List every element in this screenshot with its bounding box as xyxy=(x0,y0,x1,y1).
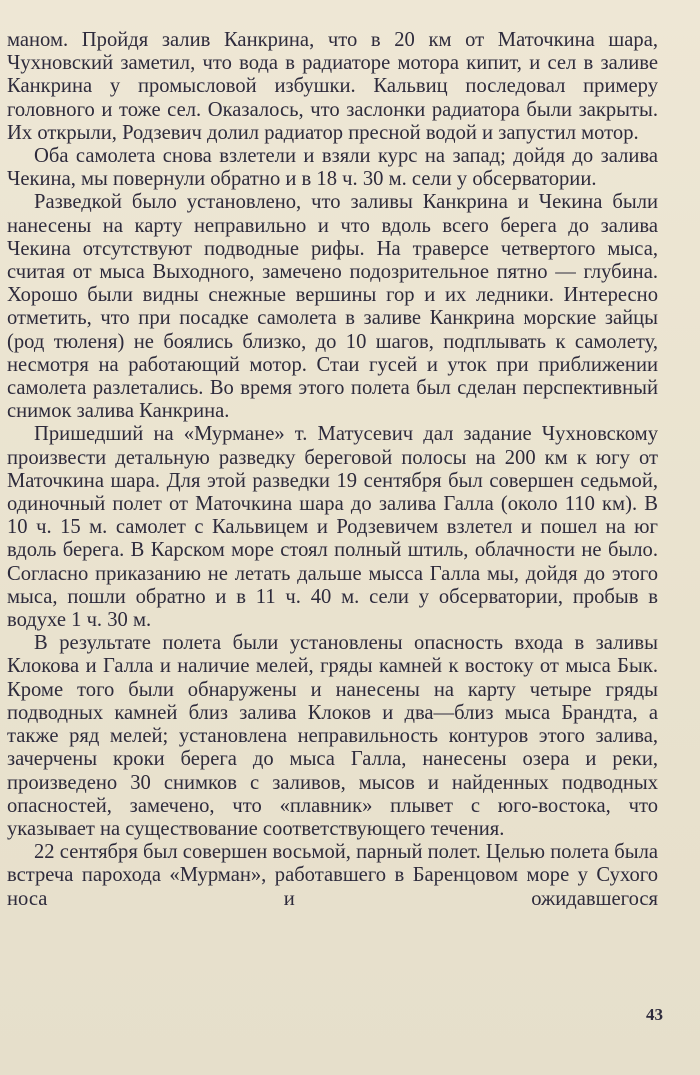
paragraph-5: В результате полета были установлены опасность входа в заливы Клокова и Галла и наличие мелей, гряды камней к востоку от мыса Бык. Кроме того были обнаружены и нанесены на карту четыре гряды подводных камней близ залива Клоков и два—близ мыса Брандта, а также ряд мелей; установлена неправильность контуров этого залива, зачерчены кроки берега до мыса Галла, нанесены озера и реки, произведено 30 снимков с заливов, мысов и найденных подводных опасностей, замечено, что «плавник» плывет с юго-востока, что указывает на существование соответствующего течения. xyxy=(7,632,658,840)
body-text xyxy=(7,29,658,911)
paragraph-3: Разведкой было установлено, что заливы Канкрина и Чекина были нанесены на карту неправильно и что вдоль всего берега до залива Чекина отсутствуют подводные рифы. На траверсе четвертого мыса, считая от мыса Выходного, замечено подозрительное пятно — глубина. Хорошо были видны снежные вершины гор и их ледники. Интересно отметить, что при посадке самолета в заливе Канкрина морские зайцы (род тюленя) не боялись близко, до 10 шагов, подплывать к самолету, несмотря на работающий мотор. Стаи гусей и уток при приближении самолета разлетались. Во время этого полета был сделан перспективный снимок залива Канкрина. xyxy=(7,191,658,423)
paragraph-4: Пришедший на «Мурмане» т. Матусевич дал задание Чухновскому произвести детальную разведку береговой полосы на 200 км к югу от Маточкина шара. Для этой разведки 19 сентября был совершен седьмой, одиночный полет от Маточкина шара до залива Галла (около 110 км). В 10 ч. 15 м. самолет с Кальвицем и Родзевичем взлетел и пошел на юг вдоль берега. В Карском море стоял полный штиль, облачности не было. Согласно приказанию не летать дальше мысса Галла мы, дойдя до этого мыса, пошли обратно и в 11 ч. 40 м. сели у обсерватории, пробыв в водухе 1 ч. 30 м. xyxy=(7,423,658,632)
paragraph-2: Оба самолета снова взлетели и взяли курс на запад; дойдя до залива Чекина, мы повернули обратно и в 18 ч. 30 м. сели у обсерватории. xyxy=(7,145,658,191)
page-number: 43 xyxy=(646,1005,663,1024)
paragraph-1: маном. Пройдя залив Канкрина, что в 20 км от Маточкина шара, Чухновский заметил, что вода в радиаторе мотора кипит, и сел в заливе Канкрина у промысловой избушки. Кальвиц последовал примеру головного и тоже сел. Оказалось, что заслонки радиатора были закрыты. Их открыли, Родзевич долил радиатор пресной водой и запустил мотор. xyxy=(7,29,658,144)
paragraph-6: 22 сентября был совершен восьмой, парный полет. Целью полета была встреча парохода «Мурман», работавшего в Баренцовом море у Сухого носа и ожидавшегося xyxy=(7,841,658,910)
